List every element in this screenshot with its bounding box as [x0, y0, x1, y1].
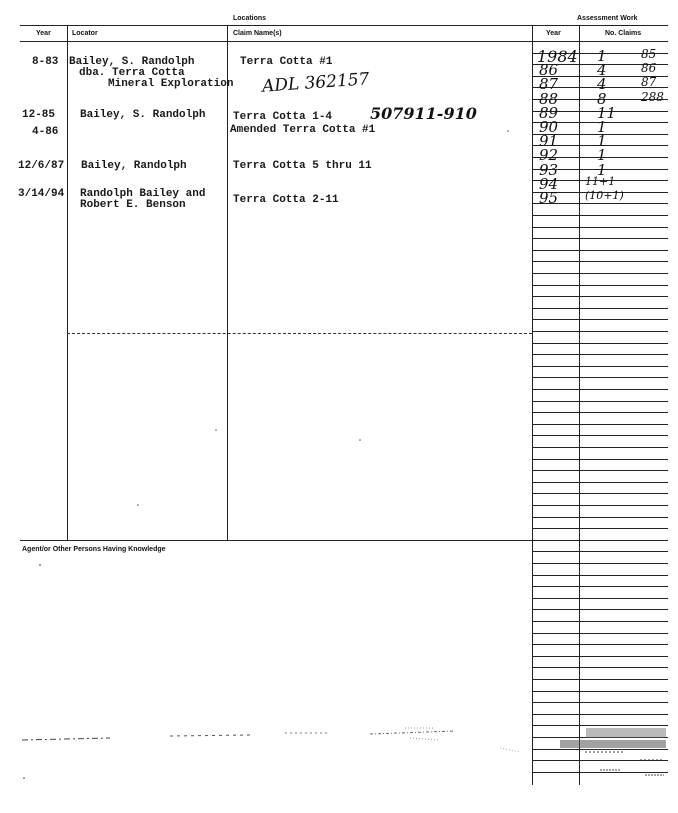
locator-column-header: Locator [72, 30, 98, 37]
assessment-claim-count: 1 [597, 146, 607, 164]
assessment-claim-count: 1 [597, 118, 607, 136]
claim-names-column-header: Claim Name(s) [233, 30, 282, 37]
assessment-claim-count: 1 [597, 161, 607, 179]
handwritten-serial-number: 507911-910 [370, 104, 477, 123]
assessment-claim-count: 11+1 [585, 175, 616, 188]
assessment-year: 94 [539, 175, 559, 193]
entry-year: 12-85 [22, 109, 56, 121]
assessment-year: 93 [539, 161, 559, 179]
aw-claims-column-header: No. Claims [605, 30, 642, 37]
entry-claim: Terra Cotta 5 thru 11 [233, 160, 372, 172]
entry-locator-line: Bailey, S. Randolph [69, 56, 195, 68]
assessment-claim-count: 1 [597, 132, 607, 150]
assessment-year: 87 [539, 75, 559, 93]
locations-header: Locations [233, 15, 267, 22]
assessment-side-note: 85 [641, 47, 657, 61]
entry-locator-line: Bailey, S. Randolph [80, 109, 206, 121]
entry-claim: Terra Cotta 2-11 [233, 194, 339, 206]
year-column-header: Year [36, 30, 51, 37]
assessment-claim-count: 11 [597, 104, 617, 122]
assessment-work-header: Assessment Work [577, 15, 638, 22]
assessment-year: 89 [539, 104, 559, 122]
entry-year: 3/14/94 [18, 188, 65, 200]
entry-locator-line: Randolph Bailey and [80, 188, 206, 200]
handwritten-adl-number: ADL 362157 [261, 69, 371, 97]
entry-locator-line: dba. Terra Cotta [79, 67, 185, 79]
assessment-claim-count: 8 [597, 90, 607, 108]
entry-claim: Terra Cotta #1 [240, 56, 333, 68]
entry-year: 4-86 [32, 126, 59, 138]
assessment-year: 88 [539, 90, 559, 108]
entry-locator-line: Robert E. Benson [80, 199, 186, 211]
assessment-claim-count: 1 [597, 47, 607, 65]
assessment-claim-count: (10+1) [585, 189, 624, 202]
entry-year: 8-83 [32, 56, 59, 68]
entry-locator-line: Mineral Exploration [108, 78, 234, 90]
assessment-claim-count: 4 [597, 75, 607, 93]
entry-claim: Amended Terra Cotta #1 [230, 124, 376, 136]
aw-year-column-header: Year [546, 30, 561, 37]
assessment-side-note: 288 [641, 90, 664, 104]
agent-label: Agent/or Other Persons Having Knowledge [22, 546, 166, 553]
assessment-year: 95 [539, 189, 559, 207]
assessment-claim-count: 4 [597, 61, 607, 79]
entry-year: 12/6/87 [18, 160, 65, 172]
assessment-side-note: 87 [641, 75, 657, 89]
assessment-side-note: 86 [641, 61, 657, 75]
entry-claim: Terra Cotta 1-4 [233, 111, 333, 123]
entry-locator-line: Bailey, Randolph [81, 160, 187, 172]
assessment-year: 90 [539, 118, 559, 136]
assessment-year: 1984 [537, 47, 578, 66]
assessment-year: 92 [539, 146, 559, 164]
assessment-year: 91 [539, 132, 559, 150]
assessment-year: 86 [539, 61, 559, 79]
